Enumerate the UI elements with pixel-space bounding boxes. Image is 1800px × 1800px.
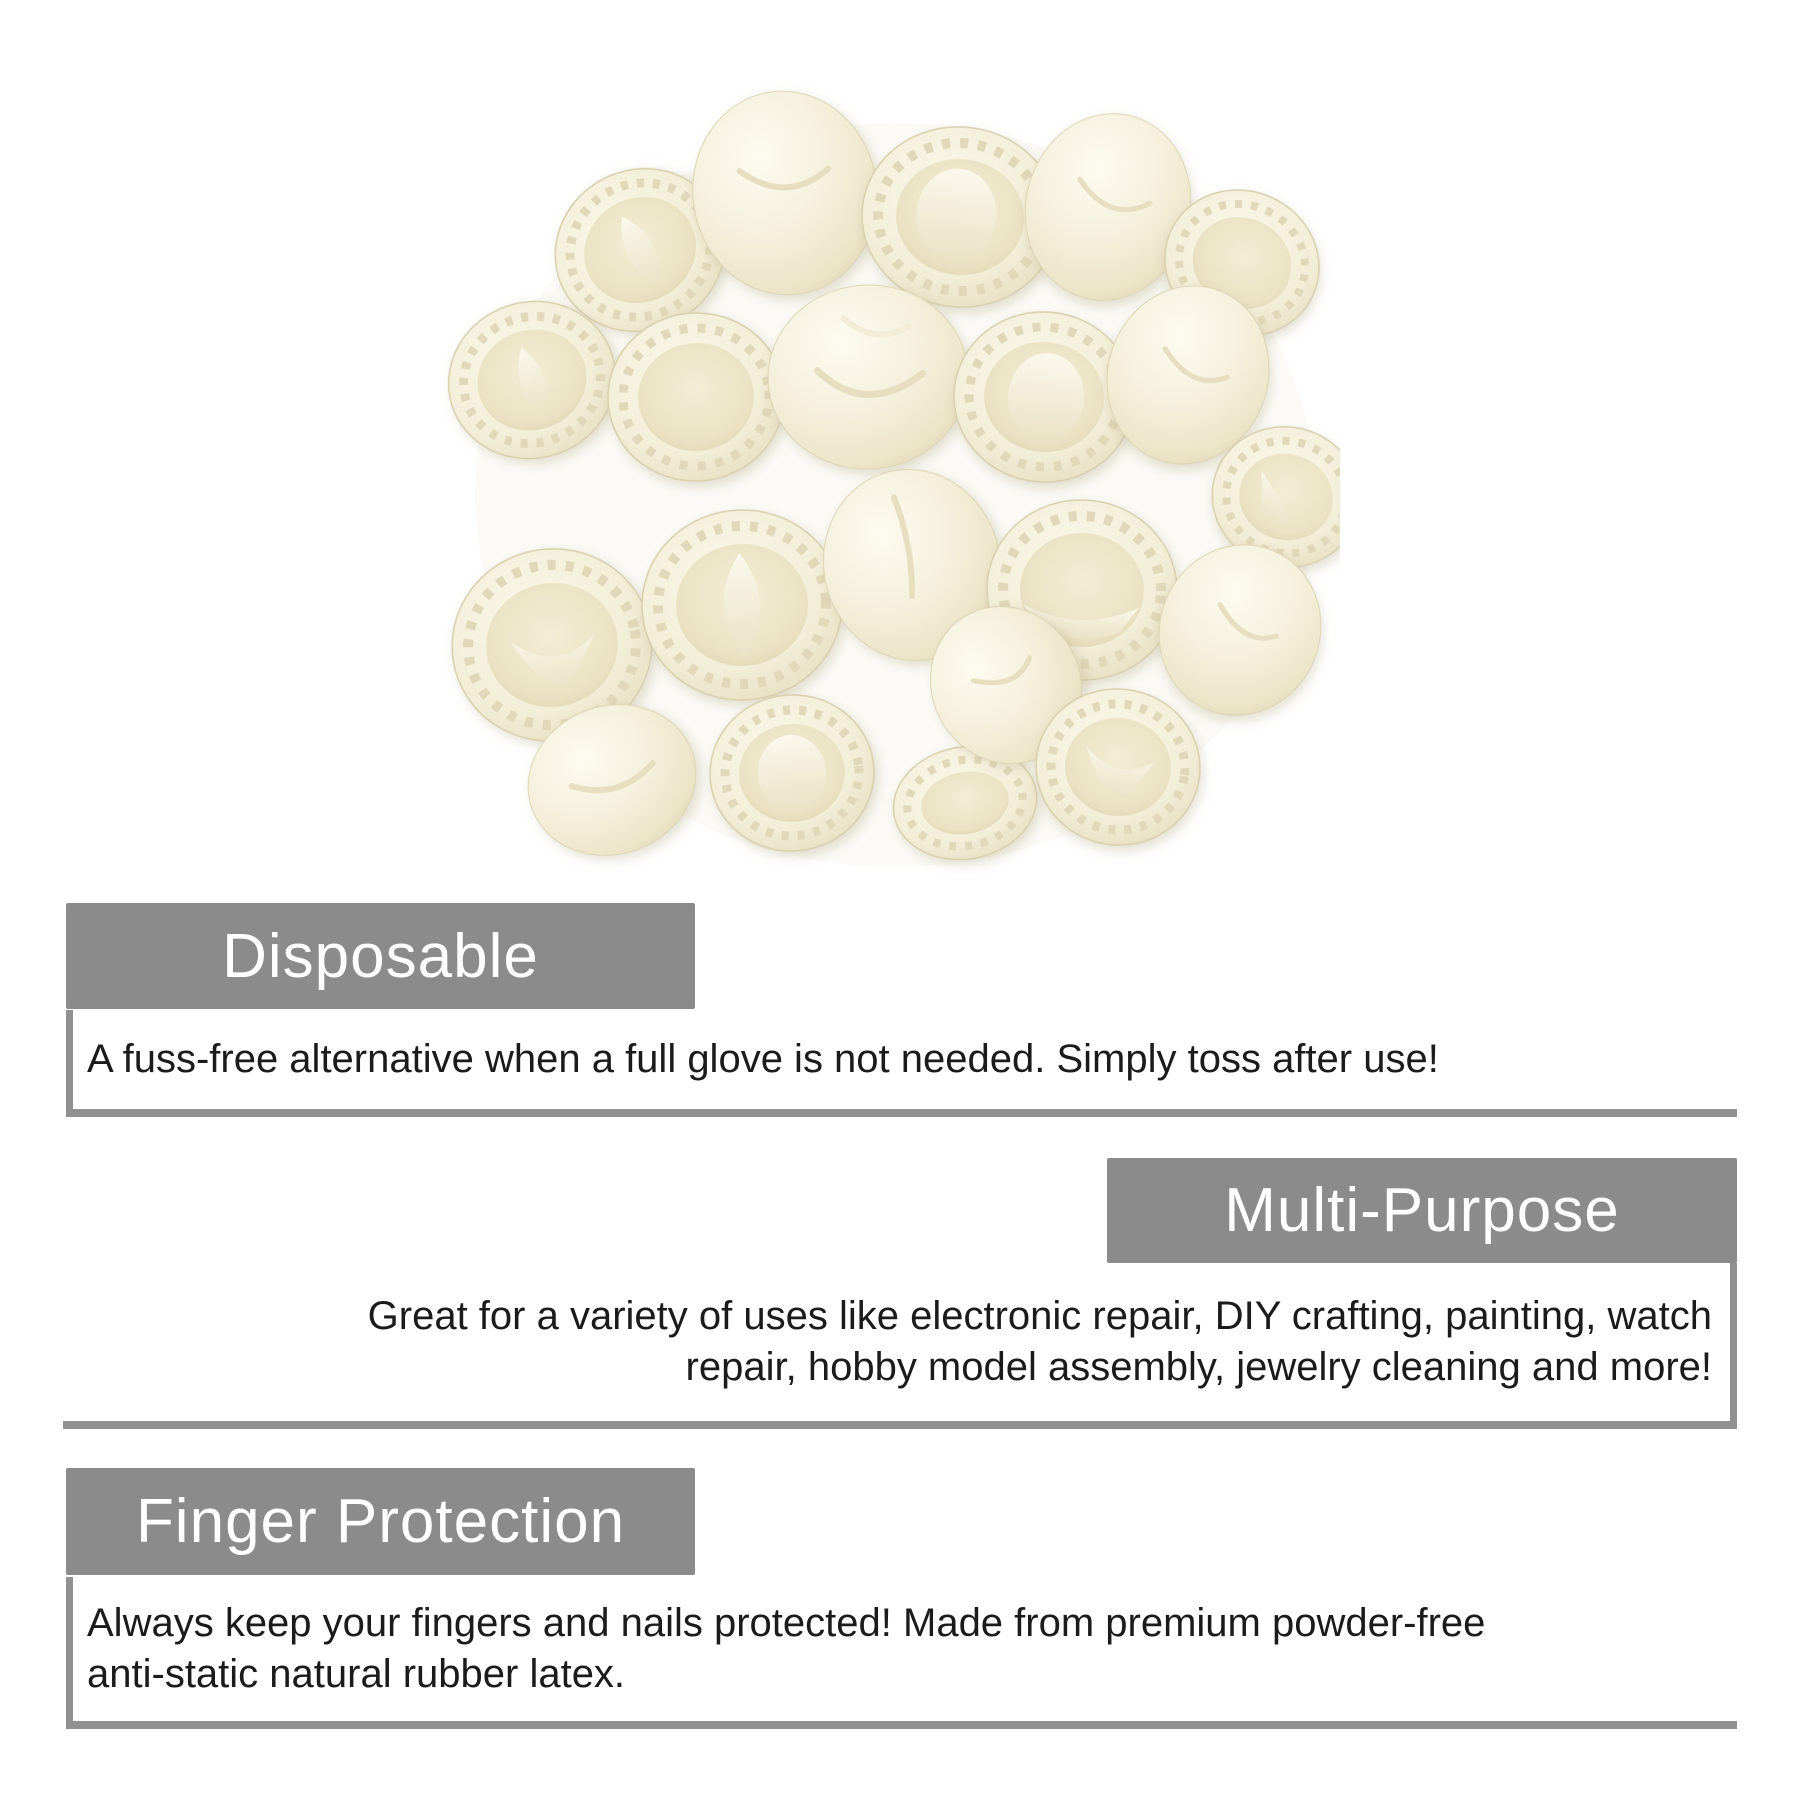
section-title-text: Finger Protection [135,1487,626,1556]
finger-cots-photo-svg [440,45,1340,875]
section-body-disposable [66,1010,1737,1117]
section-title-disposable [66,903,695,1009]
section-body-finger-protection [66,1577,1737,1729]
section-title-multi-purpose [1107,1158,1737,1263]
body-line: Always keep your fingers and nails protected! Made from premium powder-free [87,1601,1486,1645]
section-title-text: Multi-Purpose [1224,1176,1620,1245]
section-title-finger-protection [66,1468,695,1575]
product-photo [440,45,1340,875]
section-body-multi-purpose [63,1263,1737,1429]
body-line: Great for a variety of uses like electronic repair, DIY crafting, painting, watch [367,1294,1712,1338]
body-line: A fuss-free alternative when a full glove is not needed. Simply toss after use! [87,1037,1439,1081]
section-title-text: Disposable [222,921,539,991]
body-line: anti-static natural rubber latex. [87,1652,626,1696]
body-line: repair, hobby model assembly, jewelry cleaning and more! [685,1345,1712,1389]
